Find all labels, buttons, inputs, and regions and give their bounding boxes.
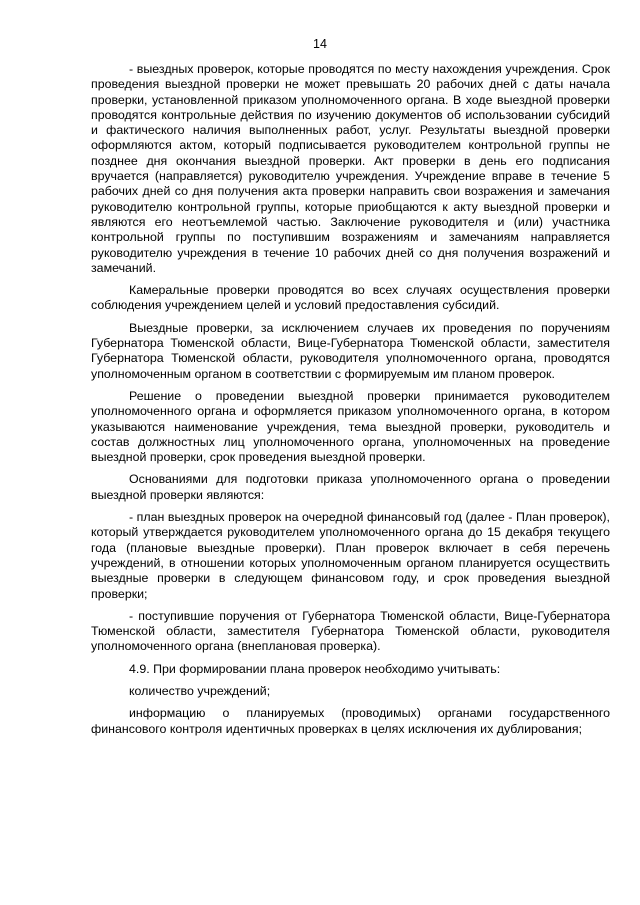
paragraph-desk-inspections: Камеральные проверки проводятся во всех случаях осуществления проверки соблюдения учреждением целей и условий предоставления субсидий. [91,283,610,313]
document-body [91,62,610,737]
paragraph-onsite-plan: Выездные проверки, за исключением случаев их проведения по поручениям Губернатора Тюменской области, Вице-Губернатора Тюменской области, заместителя Губернатора Тюменской области, руководителя уполномоченного органа, проводятся уполномоченным органом в соответствии с формируемым им планом проверок. [91,320,610,381]
paragraph-grounds: Основаниями для подготовки приказа уполномоченного органа о проведении выездной проверки являются: [91,472,610,502]
paragraph-decision: Решение о проведении выездной проверки принимается руководителем уполномоченного органа и оформляется приказом уполномоченного органа, в котором указываются наименование учреждения, тема выездной проверки, руководитель и состав должностных лиц уполномоченного органа, уполномоченных на проведение выездной проверки, срок проведения выездной проверки. [91,388,610,465]
paragraph-instructions: - поступившие поручения от Губернатора Тюменской области, Вице-Губернатора Тюменской области, заместителя Губернатора Тюменской области, руководителя уполномоченного органа (внеплановая проверка). [91,608,610,654]
paragraph-section-4-9: 4.9. При формировании плана проверок необходимо учитывать: [129,661,501,676]
paragraph-inspection-plan: - план выездных проверок на очередной финансовый год (далее - План проверок), который утверждается руководителем уполномоченного органа до 15 декабря текущего года (плановые выездные проверки). План проверок включает в себя перечень учреждений, в отношении которых уполномоченным органом планируется осуществить выездные проверки в следующем финансовом году, и срок проведения выездной проверки; [91,510,610,601]
paragraph-institution-count: количество учреждений; [129,683,271,698]
page-number: 14 [313,37,327,51]
paragraph-duplication: информацию о планируемых (проводимых) органами государственного финансового контроля идентичных проверках в целях исключения их дублирования; [91,706,610,736]
paragraph-onsite-inspections: - выездных проверок, которые проводятся по месту нахождения учреждения. Срок проведения выездной проверки не может превышать 20 рабочих дней с даты начала проверки, установленной приказом уполномоченного органа. В ходе выездной проверки проводятся контрольные действия по изучению документов об использовании субсидий и фактического наличия выполненных работ, услуг. Результаты выездной проверки оформляются актом, который подписывается руководителем контрольной группы не позднее дня окончания выездной проверки. Акт проверки в день его подписания вручается (направляется) руководителю учреждения. Учреждение вправе в течение 5 рабочих дней со дня получения акта проверки направить свои возражения и замечания руководителю контрольной группы, которые приобщаются к акту выездной проверки и являются его неотъемлемой частью. Заключение руководителя и (или) участника контрольной группы по поступившим возражениям и замечаниям направляется руководителю учреждения в течение 10 рабочих дней со дня получения возражений и замечаний. [91,62,610,275]
